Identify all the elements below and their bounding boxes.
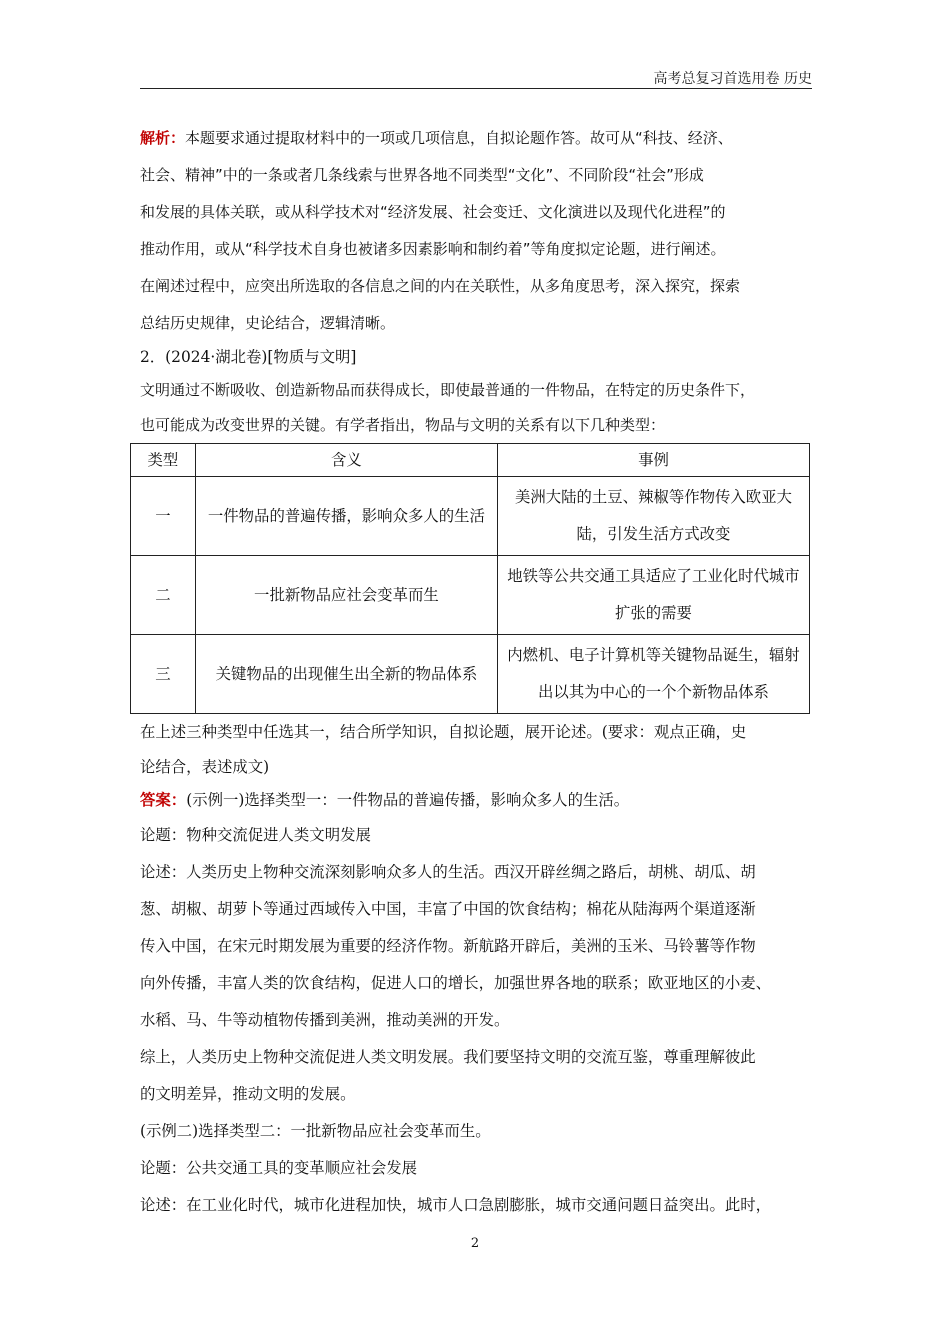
- table-cell-type: 一: [131, 477, 196, 556]
- header-rule: [140, 88, 812, 89]
- table-cell-meaning: 一件物品的普遍传播，影响众多人的生活: [195, 477, 497, 556]
- table-header: 含义: [195, 444, 497, 477]
- analysis-line: 和发展的具体关联，或从科学技术对“经济发展、社会变迁、文化演进以及现代化进程”的: [140, 203, 726, 221]
- table-cell-meaning: 关键物品的出现催生出全新的物品体系: [195, 635, 497, 714]
- table-cell-type: 二: [131, 556, 196, 635]
- page-content: [140, 120, 820, 1224]
- answer-thesis: 论题：物种交流促进人类文明发展: [140, 826, 371, 844]
- answer-body-line: 水稻、马、牛等动植物传播到美洲，推动美洲的开发。: [140, 1011, 510, 1029]
- answer-body-line: 向外传播，丰富人类的饮食结构，促进人口的增长，加强世界各地的联系；欧亚地区的小麦、: [140, 974, 772, 992]
- answer-example-two: (示例二)选择类型二：一批新物品应社会变革而生。: [140, 1122, 491, 1140]
- question-intro-line: 文明通过不断吸收、创造新物品而获得成长，即使最普通的一件物品，在特定的历史条件下，: [140, 381, 756, 399]
- analysis-label: 解析：: [140, 129, 186, 147]
- answer-summary-line: 综上，人类历史上物种交流促进人类文明发展。我们要坚持文明的交流互鉴，尊重理解彼此: [140, 1048, 756, 1066]
- table-row: [131, 635, 810, 714]
- answer-thesis: 论题：公共交通工具的变革顺应社会发展: [140, 1159, 418, 1177]
- table-header: 类型: [131, 444, 196, 477]
- answer-summary-line: 的文明差异，推动文明的发展。: [140, 1085, 356, 1103]
- answer-body-line: 葱、胡椒、胡萝卜等通过西域传入中国，丰富了中国的饮食结构；棉花从陆海两个渠道逐渐: [140, 900, 756, 918]
- table-cell-meaning: 一批新物品应社会变革而生: [195, 556, 497, 635]
- table-cell-type: 三: [131, 635, 196, 714]
- question-intro-line: 也可能成为改变世界的关键。有学者指出，物品与文明的关系有以下几种类型：: [140, 416, 666, 434]
- analysis-line: 社会、精神”中的一条或者几条线索与世界各地不同类型“文化”、不同阶段“社会”形成: [140, 166, 704, 184]
- answer-line: 答案：(示例一)选择类型一：一件物品的普遍传播，影响众多人的生活。: [140, 791, 630, 809]
- page-number: 2: [470, 1236, 480, 1251]
- table-cell-example: 地铁等公共交通工具适应了工业化时代城市扩张的需要: [497, 556, 809, 635]
- answer-body-line: 论述：在工业化时代，城市化进程加快，城市人口急剧膨胀，城市交通问题日益突出。此时，: [140, 1196, 772, 1214]
- answer-body-line: 论述：人类历史上物种交流深刻影响众多人的生活。西汉开辟丝绸之路后，胡桃、胡瓜、胡: [140, 863, 756, 881]
- analysis-line: 在阐述过程中，应突出所选取的各信息之间的内在关联性，从多角度思考，深入探究，探索: [140, 277, 741, 295]
- question-prompt-line: 在上述三种类型中任选其一，结合所学知识，自拟论题，展开论述。(要求：观点正确，史: [140, 723, 747, 741]
- page-header: 高考总复习首选用卷 历史: [653, 71, 812, 87]
- table-header: 事例: [497, 444, 809, 477]
- analysis-line: 总结历史规律，史论结合，逻辑清晰。: [140, 314, 396, 332]
- question-prompt-line: 论结合，表述成文): [140, 758, 270, 776]
- table-cell-example: 美洲大陆的土豆、辣椒等作物传入欧亚大陆，引发生活方式改变: [497, 477, 809, 556]
- analysis-line: 推动作用，或从“科学技术自身也被诸多因素影响和制约着”等角度拟定论题，进行阐述。: [140, 240, 726, 258]
- table-row: [131, 556, 810, 635]
- answer-label: 答案：: [140, 791, 187, 809]
- table-row: [131, 477, 810, 556]
- analysis-line: 解析：本题要求通过提取材料中的一项或几项信息，自拟论题作答。故可从“科技、经济、: [140, 129, 733, 147]
- table-header-row: [131, 444, 810, 477]
- types-table: [130, 443, 810, 714]
- question-title: 2．(2024·湖北卷)[物质与文明]: [140, 348, 357, 366]
- table-cell-example: 内燃机、电子计算机等关键物品诞生，辐射出以其为中心的一个个新物品体系: [497, 635, 809, 714]
- answer-body-line: 传入中国，在宋元时期发展为重要的经济作物。新航路开辟后，美洲的玉米、马铃薯等作物: [140, 937, 756, 955]
